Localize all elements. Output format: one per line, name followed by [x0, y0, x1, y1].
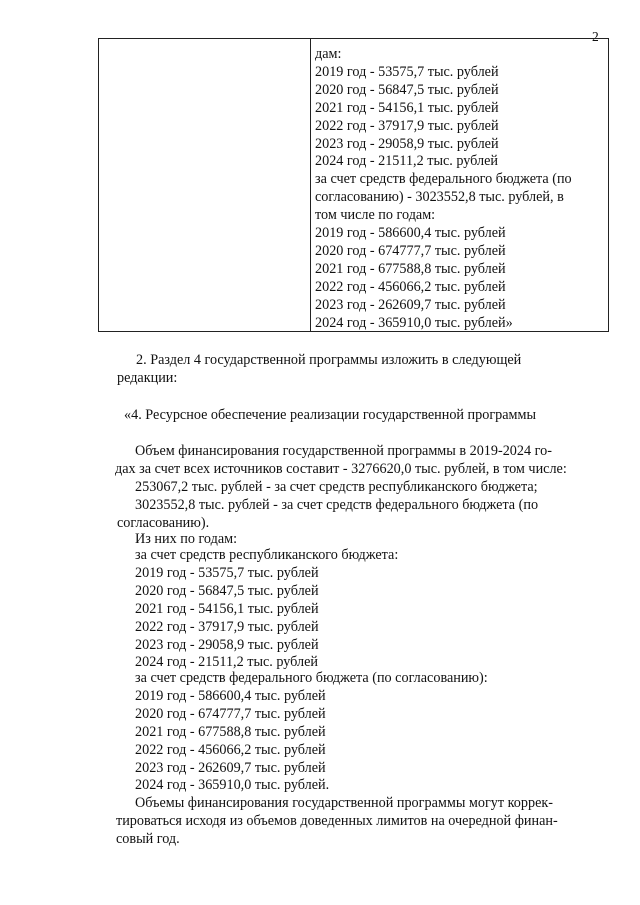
closing-line-1: Объемы финансирования государственной программы могут коррек-: [135, 795, 553, 811]
republican-label: за счет средств республиканского бюджета:: [135, 547, 399, 563]
table-line: дам:: [315, 46, 342, 62]
item-2-line-1: 2. Раздел 4 государственной программы изложить в следующей: [136, 352, 522, 368]
item-2-paragraph: [117, 352, 598, 388]
section-heading: «4. Ресурсное обеспечение реализации государственной программы: [124, 407, 537, 423]
table-line: 2023 год - 29058,9 тыс. рублей: [315, 135, 499, 152]
federal-year-row: 2021 год - 677588,8 тыс. рублей: [135, 723, 326, 740]
table-column-divider: [310, 39, 311, 331]
funding-table: [98, 38, 609, 332]
republican-year-row: 2024 год - 21511,2 тыс. рублей: [135, 654, 319, 671]
table-line: 2024 год - 365910,0 тыс. рублей»: [315, 314, 513, 331]
federal-label: за счет средств федерального бюджета (по согласованию):: [135, 670, 488, 686]
table-right-cell: [315, 46, 605, 333]
federal-total-line-1: 3023552,8 тыс. рублей - за счет средств федерального бюджета (по: [135, 497, 539, 513]
federal-year-row: 2022 год - 456066,2 тыс. рублей: [135, 741, 326, 758]
federal-year-row: 2024 год - 365910,0 тыс. рублей.: [135, 777, 330, 794]
republican-year-row: 2021 год - 54156,1 тыс. рублей: [135, 600, 319, 617]
by-years-label: Из них по годам:: [135, 531, 238, 547]
total-funding-paragraph: [115, 443, 599, 479]
federal-by-years: [135, 670, 615, 795]
federal-total-paragraph: [117, 497, 598, 533]
federal-total-line-2: согласованию).: [117, 514, 210, 531]
federal-year-row: 2020 год - 674777,7 тыс. рублей: [135, 705, 326, 722]
republican-by-years: [135, 547, 615, 672]
table-line: за счет средств федерального бюджета (по: [315, 171, 572, 188]
republican-year-row: 2019 год - 53575,7 тыс. рублей: [135, 564, 319, 581]
table-line: 2022 год - 456066,2 тыс. рублей: [315, 278, 506, 295]
closing-line-2: тироваться исходя из объемов доведенных лимитов на очередной финан-: [116, 812, 558, 829]
table-line: 2019 год - 53575,7 тыс. рублей: [315, 63, 499, 80]
table-line: 2020 год - 56847,5 тыс. рублей: [315, 81, 499, 98]
table-line: том числе по годам:: [315, 207, 436, 224]
republican-year-row: 2020 год - 56847,5 тыс. рублей: [135, 582, 319, 599]
table-line: согласованию) - 3023552,8 тыс. рублей, в: [315, 189, 564, 206]
table-line: 2019 год - 586600,4 тыс. рублей: [315, 225, 506, 242]
republican-year-row: 2022 год - 37917,9 тыс. рублей: [135, 618, 319, 635]
table-line: 2022 год - 37917,9 тыс. рублей: [315, 117, 499, 134]
federal-year-row: 2019 год - 586600,4 тыс. рублей: [135, 687, 326, 704]
republican-total: 253067,2 тыс. рублей - за счет средств республиканского бюджета;: [135, 479, 538, 495]
page-number: 2: [592, 29, 599, 44]
table-line: 2024 год - 21511,2 тыс. рублей: [315, 153, 499, 170]
total-funding-line-1: Объем финансирования государственной программы в 2019-2024 го-: [135, 443, 552, 459]
table-line: 2021 год - 54156,1 тыс. рублей: [315, 99, 499, 116]
table-line: 2021 год - 677588,8 тыс. рублей: [315, 260, 506, 277]
closing-paragraph: [116, 795, 599, 849]
federal-year-row: 2023 год - 262609,7 тыс. рублей: [135, 759, 326, 776]
table-line: 2023 год - 262609,7 тыс. рублей: [315, 296, 506, 313]
table-line: 2020 год - 674777,7 тыс. рублей: [315, 242, 506, 259]
republican-year-row: 2023 год - 29058,9 тыс. рублей: [135, 636, 319, 653]
closing-line-3: совый год.: [116, 830, 180, 847]
total-funding-line-2: дах за счет всех источников составит - 3276620,0 тыс. рублей, в том числе:: [115, 460, 567, 477]
item-2-line-2: редакции:: [117, 369, 178, 386]
